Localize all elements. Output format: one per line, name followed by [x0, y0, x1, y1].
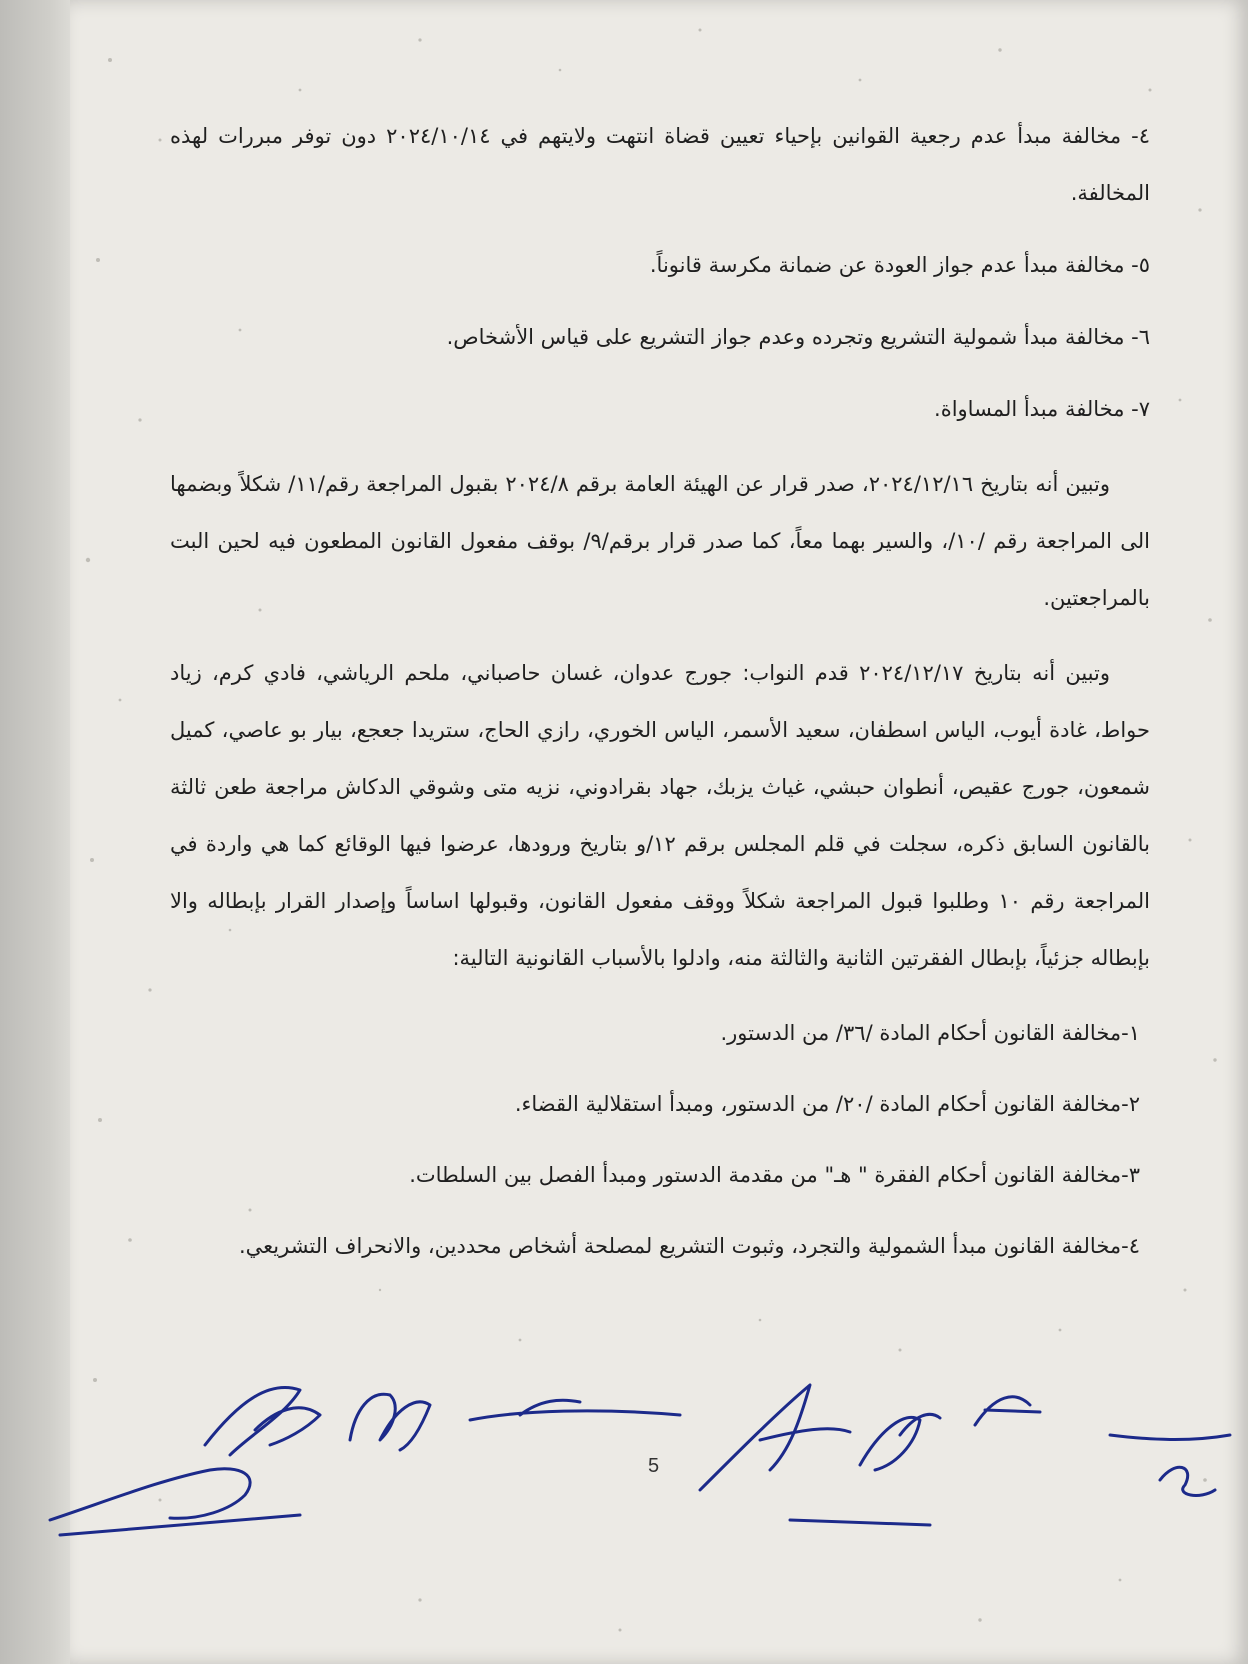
signature-7 [1110, 1435, 1230, 1495]
signature-8 [50, 1469, 300, 1535]
signature-3 [470, 1400, 680, 1420]
legal-reason-3: ٣-مخالفة القانون أحكام الفقرة " هـ" من مقدمة الدستور ومبدأ الفصل بين السلطات. [409, 1163, 1140, 1187]
decision-paragraph: وتبين أنه بتاريخ ٢٠٢٤/١٢/١٦، صدر قرار عن الهيئة العامة برقم ٢٠٢٤/٨ بقبول المراجعة رقم/١١/ شكلاً وبضمها الى المراجعة رقم /١٠/، والسير بهما معاً، كما صدر قرار برقم/٩/ بوقف مفعول القانون المطعون فيه لحين البت بالمراجعتين. [170, 472, 1150, 610]
legal-reason-2: ٢-مخالفة القانون أحكام المادة /٢٠/ من الدستور، ومبدأ استقلالية القضاء. [514, 1092, 1140, 1116]
signature-4 [700, 1385, 850, 1490]
objection-item-6: ٦- مخالفة مبدأ شمولية التشريع وتجرده وعدم جواز التشريع على قياس الأشخاص. [446, 325, 1150, 349]
signature-6 [975, 1397, 1040, 1425]
objection-item-4: ٤- مخالفة مبدأ عدم رجعية القوانين بإحياء تعيين قضاة انتهت ولايتهم في ٢٠٢٤/١٠/١٤ دون توفر مبررات لهذه المخالفة. [170, 124, 1150, 205]
signature-9 [790, 1520, 930, 1525]
legal-reason-1: ١-مخالفة القانون أحكام المادة /٣٦/ من الدستور. [720, 1021, 1140, 1045]
objection-item-5: ٥- مخالفة مبدأ عدم جواز العودة عن ضمانة مكرسة قانوناً. [649, 253, 1150, 277]
signature-5 [860, 1414, 940, 1470]
document-body [170, 108, 1150, 1289]
legal-reason-4: ٤-مخالفة القانون مبدأ الشمولية والتجرد، وثبوت التشريع لمصلحة أشخاص محددين، والانحراف التشريعي. [238, 1234, 1140, 1258]
objection-item-7: ٧- مخالفة مبدأ المساواة. [934, 397, 1150, 421]
third-appeal-paragraph: وتبين أنه بتاريخ ٢٠٢٤/١٢/١٧ قدم النواب: جورج عدوان، غسان حاصباني، ملحم الرياشي، فادي كرم، زياد حواط، غادة أيوب، الياس اسطفان، سعيد الأسمر، الياس الخوري، رازي الحاج، ستريدا جعجع، بيار بو عاصي، كميل شمعون، جورج عقيص، أنطوان حبشي، غياث يزبك، جهاد بقرادوني، نزيه متى وشوقي الدكاش مراجعة طعن ثالثة بالقانون السابق ذكره، سجلت في قلم المجلس برقم ١٢/و بتاريخ ورودها، عرضوا فيها الوقائع كما هي واردة في المراجعة رقم ١٠ وطلبوا قبول المراجعة شكلاً ووقف مفعول القانون، وقبولها اساساً وإصدار القرار بإبطاله والا بإبطاله جزئياً، بإبطال الفقرتين الثانية والثالثة منه، وادلوا بالأسباب القانونية التالية: [170, 661, 1150, 970]
page-number: 5 [648, 1455, 660, 1477]
signature-1 [205, 1387, 320, 1455]
signatures-area [0, 1370, 1248, 1664]
signature-2 [350, 1394, 430, 1450]
